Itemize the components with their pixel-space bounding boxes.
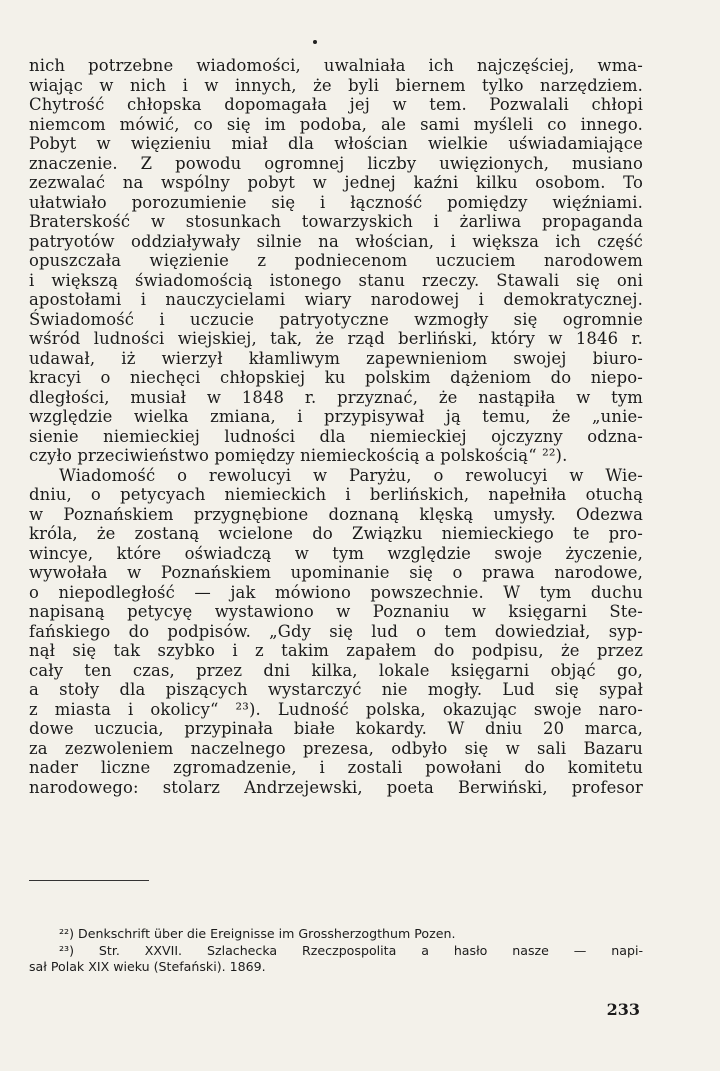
text-line: nął się tak szybko i z takim zapałem do podpisu, że przez: [29, 641, 643, 660]
text-line: wincye, które oświadczą w tym względzie swoje życzenie,: [29, 543, 643, 563]
text-line: o niepodległość — jak mówiono powszechnie. W tym duchu: [29, 582, 643, 602]
text-line: Wiadomość o rewolucyi w Paryżu, o rewolucyi w Wie-: [59, 465, 643, 485]
text-line: apostołami i nauczycielami wiary narodowej i demokratycznej.: [29, 290, 643, 309]
text-line: Braterskość w stosunkach towarzyskich i żarliwa propaganda: [29, 212, 643, 231]
text-line: kracyi o niechęci chłopskiej ku polskim dążeniom do niepo-: [29, 368, 643, 387]
text-line: napisaną petycyę wystawiono w Poznaniu w księgarni Ste-: [29, 602, 643, 621]
text-line: fańskiego do podpisów. „Gdy się lud o tem dowiedział, syp-: [29, 621, 643, 641]
text-line: nader liczne zgromadzenie, i zostali powołani do komitetu: [29, 758, 643, 777]
footnote: ²²) Denkschrift über die Ereignisse im Grossherzogthum Pozen.: [59, 926, 456, 941]
text-line: opuszczała więzienie z podniecenom uczuciem narodowem: [29, 251, 643, 270]
text-line: i większą świadomością istonego stanu rzeczy. Stawali się oni: [29, 270, 643, 290]
ink-speck: [313, 40, 317, 44]
text-line: Pobyt w więzieniu miał dla włościan wielkie uświadamiające: [29, 134, 643, 153]
text-line: wśród ludności wiejskiej, tak, że rząd berliński, który w 1846 r.: [29, 329, 643, 348]
text-line: nich potrzebne wiadomości, uwalniała ich najczęściej, wma-: [29, 56, 643, 75]
text-line: patryotów oddziaływały silnie na włościan, i większa ich część: [29, 231, 643, 251]
main-text: [29, 56, 643, 797]
text-line: wywołała w Poznańskiem upominanie się o prawa narodowe,: [29, 563, 643, 582]
text-line: udawał, iż wierzył kłamliwym zapewnieniom swojej biuro-: [29, 348, 643, 368]
text-line: króla, że zostaną wcielone do Związku niemieckiego te pro-: [29, 524, 643, 543]
text-line: z miasta i okolicy“ ²³). Ludność polska, okazując swoje naro-: [29, 699, 643, 719]
text-line: dległości, musiał w 1848 r. przyznać, że nastąpiła w tym: [29, 387, 643, 407]
text-line: zezwalać na wspólny pobyt w jednej kaźni kilku osobom. To: [29, 173, 643, 192]
text-line: Chytrość chłopska dopomagała jej w tem. Pozwalali chłopi: [29, 95, 643, 114]
text-line: narodowego: stolarz Andrzejewski, poeta Berwiński, profesor: [29, 777, 643, 797]
footnotes: [29, 926, 643, 976]
page-number: 233: [606, 1000, 640, 1019]
text-line: znaczenie. Z powodu ogromnej liczby uwięzionych, musiano: [29, 153, 643, 173]
footnote-divider: [29, 880, 149, 881]
text-line: a stoły dla piszących wystarczyć nie mogły. Lud się sypał: [29, 680, 643, 699]
text-line: za zezwoleniem naczelnego prezesa, odbyło się w sali Bazaru: [29, 738, 643, 758]
text-line: sienie niemieckiej ludności dla niemieckiej ojczyzny odzna-: [29, 426, 643, 446]
text-line: niemcom mówić, co się im podoba, ale sami myśleli co innego.: [29, 114, 643, 134]
text-line: w Poznańskiem przygnębione doznaną klęską umysły. Odezwa: [29, 504, 643, 524]
text-line: względzie wielka zmiana, i przypisywał ją temu, że „unie-: [29, 407, 643, 426]
text-line: cały ten czas, przez dni kilka, lokale księgarni objąć go,: [29, 660, 643, 680]
footnote: ²³) Str. XXVII. Szlachecka Rzeczpospolita a hasło nasze — napi-: [59, 942, 643, 958]
footnote-continuation: sał Polak XIX wieku (Stefański). 1869.: [29, 959, 266, 974]
text-line: dniu, o petycyach niemieckich i berlińskich, napełniła otuchą: [29, 485, 643, 504]
text-line: Świadomość i uczucie patryotyczne wzmogły się ogromnie: [29, 309, 643, 329]
text-line: ułatwiało porozumienie się i łączność pomiędzy więźniami.: [29, 192, 643, 212]
text-line: wiając w nich i w innych, że byli biernem tylko narzędziem.: [29, 75, 643, 95]
text-line: dowe uczucia, przypinała białe kokardy. W dniu 20 marca,: [29, 719, 643, 738]
text-line: czyło przeciwieństwo pomiędzy niemieckością a polskością“ ²²).: [29, 446, 568, 465]
